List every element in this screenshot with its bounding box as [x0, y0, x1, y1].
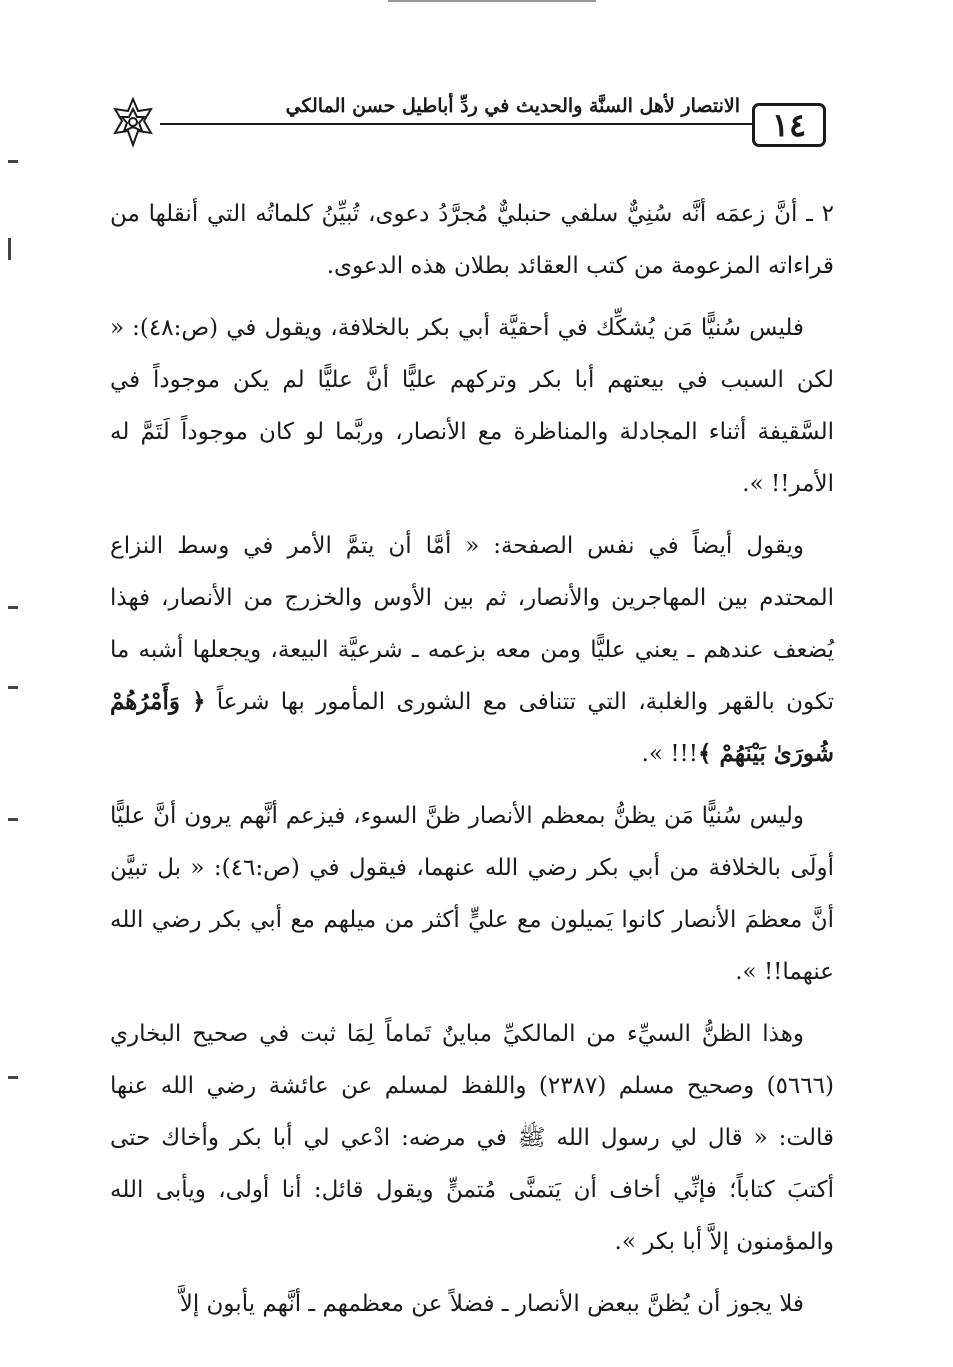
- margin-mark: [8, 818, 18, 821]
- body-text: [110, 188, 834, 1340]
- paragraph: وليس سُنيًّا مَن يظنُّ بمعظم الأنصار ظنَّ السوء، فيزعم أنَّهم يرون أنَّ عليًّا أولَى بالخلافة من أبي بكر رضي الله عنهما، فيقول في (ص:٤٦): « بل تبيَّن أنَّ معظمَ الأنصار كانوا يَميلون مع عليٍّ أكثر من ميلهم مع أبي بكر رضي الله عنهما!! ».: [110, 803, 835, 985]
- quran-verse: ﴿ وَأَمْرُهُمْ شُورَىٰ بَيْنَهُمْ ﴾: [110, 688, 834, 767]
- paragraph: وهذا الظنُّ السيِّء من المالكيِّ مباينٌ تَماماً لِمَا ثبت في صحيح البخاري (٥٦٦٦) وصحيح مسلم (٢٣٨٧) واللفظ لمسلم عن عائشة رضي الله عنها قالت: « قال لي رسول الله ﷺ في مرضه: ادْعي لي أبا بكر وأخاك حتى أكتبَ كتاباً؛ فإنِّي أخاف أن يَتمنَّى مُتمنٍّ ويقول قائل: أنا أولى، ويأبى الله والمؤمنون إلاَّ أبا بكر ».: [110, 1021, 834, 1255]
- margin-mark: [8, 1076, 18, 1079]
- paragraph: فليس سُنيًّا مَن يُشكِّك في أحقيَّة أبي بكر بالخلافة، ويقول في (ص:٤٨): « لكن السبب في بيعتهم أبا بكر وتركهم عليًّا أنَّ عليًّا لم يكن موجوداً في السَّقيفة أثناء المجادلة والمناظرة مع الأنصار، وربَّما لو كان موجوداً لَتَمَّ له الأمر!! ».: [110, 315, 834, 497]
- margin-mark: [8, 238, 11, 260]
- page-header: [108, 95, 848, 165]
- paragraph-text: ويقول أيضاً في نفس الصفحة: « أمَّا أن يتمَّ الأمر في وسط النزاع المحتدم بين المهاجرين والأنصار، ثم بين الأوس والخزرج من الأنصار، فهذا يُضعف عندهم ـ يعني عليًّا ومن معه بزعمه ـ شرعيَّة البيعة، ويجعلها أشبه ما تكون بالقهر والغلبة، التي تتنافى مع الشورى المأمور بها شرعاً: [110, 533, 834, 715]
- margin-mark: [8, 606, 18, 609]
- paragraph: ٢ ـ أنَّ زعمَه أنَّه سُنِيٌّ سلفي حنبليٌّ مُجرَّدُ دعوى، تُبيِّنُ كلماتُه التي أنقلها من قراءاته المزعومة من كتب العقائد بطلان هذه الدعوى.: [110, 201, 834, 279]
- top-rule: [388, 0, 596, 2]
- page-number: ١٤: [752, 103, 826, 147]
- star-ornament-icon: [108, 95, 158, 151]
- margin-mark: [8, 686, 18, 689]
- paragraph-text: !!! ».: [641, 741, 699, 767]
- header-rule: [160, 123, 752, 125]
- running-title: الانتصار لأهل السنَّة والحديث في ردِّ أباطيل حسن المالكي: [285, 95, 740, 117]
- margin-mark: [8, 160, 18, 163]
- paragraph: [110, 520, 834, 780]
- paragraph: فلا يجوز أن يُظنَّ ببعض الأنصار ـ فضلاً عن معظمهم ـ أنَّهم يأبون إلاَّ: [179, 1291, 804, 1317]
